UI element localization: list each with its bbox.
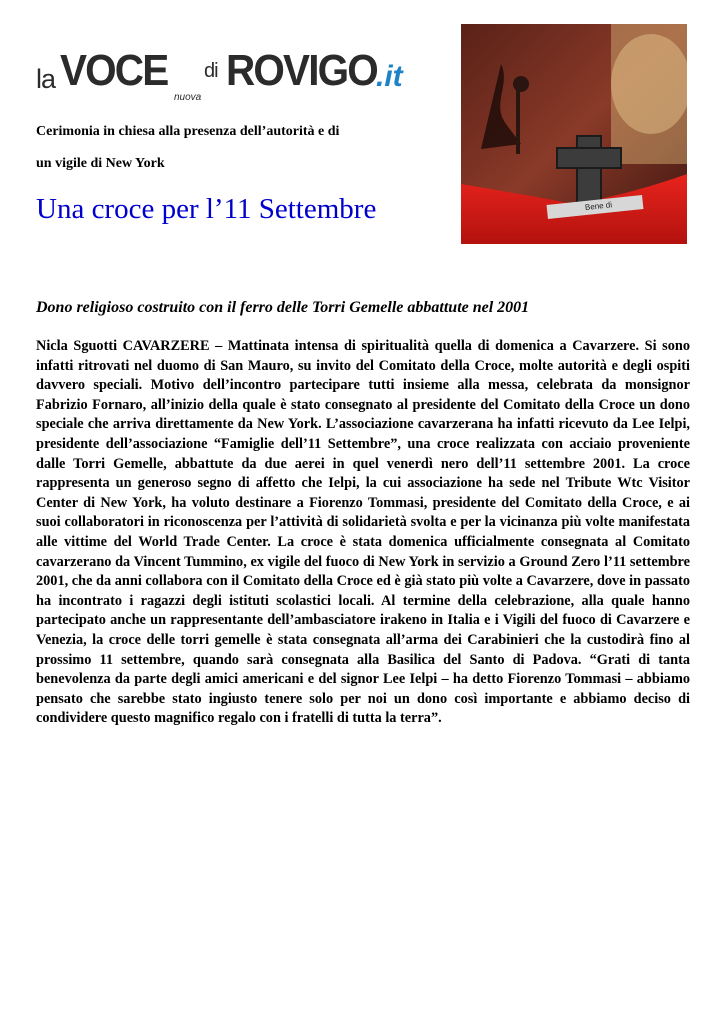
logo-voce: VOCE (60, 46, 168, 95)
logo-nuova: nuova (174, 92, 202, 103)
article-body: Nicla Sguotti CAVARZERE – Mattinata intensa di spiritualità quella di domenica a Cavarzere. Si sono infatti ritrovati nel duomo di San Mauro, su invito del Comitato della Croce, molte autorità e degli ospiti davvero speciali. Motivo dell’incontro partecipare tutti insieme alla messa, celebrata da monsignor Fabrizio Fornaro, all’inizio della quale è stato consegnato al presidente del Comitato della Croce un dono speciale che arriva direttamente da New York. L’associazione cavarzerana ha infatti ricevuto da Lee Ielpi, presidente dell’associazione “Famiglie dell’11 Settembre”, una croce realizzata con acciaio proveniente dalle Torri Gemelle, abbattute da due aerei in quel venerdì nero dell’11 settembre 2001. La croce rappresenta un generoso segno di affetto che Ielpi, la cui associazione ha sede nel Tribute Wtc Visitor Center di New York, ha voluto destinare a Fiorenzo Tommasi, presidente del Comitato della Croce, e ai suoi collaboratori in riconoscenza per l’attività di solidarietà svolta e per la vicinanza più volte manifestata alle vittime del World Trade Center. La croce è stata domenica ufficialmente consegnata al Comitato cavarzerano da Vincent Tummino, ex vigile del fuoco di New York in servizio a Ground Zero l’11 settembre 2001, che da anni collabora con il Comitato della Croce ed è già stato più volte a Cavarzere, dove in passato ha incontrato i ragazzi degli istituti scolastici locali. Al termine della celebrazione, alla quale hanno partecipato anche un rappresentante dell’ambasciatore irakeno in Italia e i Vigili del fuoco di Cavarzere e Venezia, la croce delle torri gemelle è stata consegnata all’arma dei Carabinieri che la custodirà fino al prossimo 11 settembre, quando sarà consegnata alla Basilica del Santo di Padova. “Grati di tanta benevolenza da parte degli amici americani e del signor Lee Ielpi – ha detto Fiorenzo Tommasi – abbiamo pensato che sarebbe stato ingiusto tenere solo per noi un dono così importante e abbiamo deciso di condividere questo magnifico regalo con i fratelli di tutta la terra”. (36, 338, 690, 727)
logo-it: .it (376, 60, 403, 93)
cross-photo-illustration (461, 24, 687, 244)
article-title: Una croce per l’11 Settembre (36, 193, 377, 225)
photo-plaque-text: Bene di (584, 200, 613, 213)
article-lead: Dono religioso costruito con il ferro delle Torri Gemelle abbattute nel 2001 (36, 299, 530, 316)
subheading-line-1: Cerimonia in chiesa alla presenza dell’autorità e di (36, 124, 340, 139)
cross-photo (461, 24, 687, 244)
subheading-line-2: un vigile di New York (36, 156, 165, 171)
logo-la: la (36, 64, 56, 94)
logo-di: di (204, 60, 218, 82)
newspaper-logo (34, 42, 414, 104)
logo-rovigo: ROVIGO (226, 46, 377, 95)
